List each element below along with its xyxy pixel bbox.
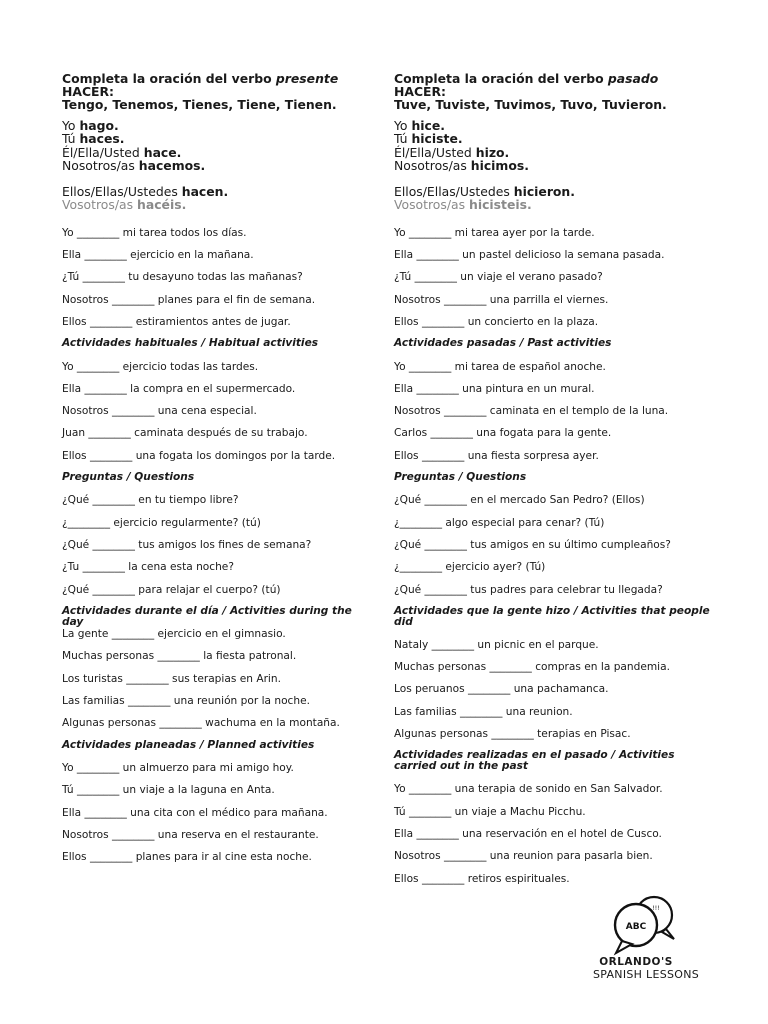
exercise-sentence: Ella ________ una reservación en el hotel de Cusco. [394,827,662,840]
left-column [62,72,372,873]
exercise-sentence: Nosotros ________ planes para el fin de semana. [62,293,316,306]
bubble-text: ABC [625,922,647,932]
right-conjugation-table [394,119,714,212]
exercise-sentence: Yo ________ una terapia de sonido en San Salvador. [394,783,663,796]
right-heading-tense: pasado [607,71,659,86]
conjugation-row [394,198,714,211]
conjugation-row [62,119,372,132]
section-heading: Preguntas / Questions [394,471,527,484]
conjugation-row [394,119,714,132]
exercise-sentence: Nosotros ________ una reserva en el restaurante. [62,828,319,841]
exercise-sentence: Ella ________ una pintura en un mural. [394,382,595,395]
exercise-sentence: Nosotros ________ una parrilla el viernes. [394,293,609,306]
exercise-sentence: Tú ________ un viaje a Machu Picchu. [394,805,586,818]
exercise-sentence: Yo ________ un almuerzo para mi amigo hoy. [62,761,294,774]
verb-form: hacemos. [138,157,206,173]
verb-form: hiciste. [411,131,463,147]
exercise-sentence: Yo ________ ejercicio todas las tardes. [62,360,259,373]
pronoun: Tú [394,131,412,147]
exercise-sentence: Los peruanos ________ una pachamanca. [394,683,609,696]
section-heading: Preguntas / Questions [62,471,195,484]
exercise-sentence: ¿Qué ________ en tu tiempo libre? [62,494,239,507]
conjugation-row [62,159,372,172]
conjugation-row [62,185,372,198]
verb-form: hizo. [475,144,510,160]
exercise-sentence: Ellos ________ un concierto en la plaza. [394,315,599,328]
exercise-sentence: Yo ________ mi tarea todos los días. [62,226,247,239]
right-heading [394,72,714,111]
bubble-dots: !!! [652,905,660,912]
exercise-sentence: Ella ________ ejercicio en la mañana. [62,249,254,262]
exercise-sentence: Juan ________ caminata después de su trabajo. [62,427,308,440]
verb-form: hago. [79,118,119,133]
pronoun: Yo [394,118,412,133]
exercise-sentence: Ella ________ un pastel delicioso la semana pasada. [394,249,665,262]
exercise-sentence: Ellos ________ una fogata los domingos por la tarde. [62,449,336,462]
exercise-sentence: Las familias ________ una reunión por la noche. [62,695,310,708]
exercise-sentence: Carlos ________ una fogata para la gente. [394,427,612,440]
exercise-sentence: Nataly ________ un picnic en el parque. [394,638,599,651]
pronoun: Vosotros/as [394,197,470,213]
exercise-sentence: ¿Tu ________ la cena esta noche? [62,561,234,574]
exercise-sentence: Ella ________ la compra en el supermercado. [62,382,296,395]
pronoun: Ellos/Ellas/Ustedes [394,184,514,200]
pronoun: Yo [62,118,80,133]
exercise-sentence: Ellos ________ retiros espirituales. [394,872,570,885]
section-heading: Actividades realizadas en el pasado / Activities carried out in the past [394,749,675,773]
left-heading-subtitle: Tengo, Tenemos, Tienes, Tiene, Tienen. [62,97,337,112]
pronoun: Nosotros/as [62,157,139,173]
exercise-sentence: Muchas personas ________ la fiesta patronal. [62,650,297,663]
exercise-sentence: ¿________ ejercicio regularmente? (tú) [62,516,261,529]
exercise-sentence: Nosotros ________ caminata en el templo de la luna. [394,405,669,418]
conjugation-row [394,132,714,145]
brand-name: ORLANDO'S [599,956,673,968]
pronoun: Él/Ella/Usted [62,144,144,160]
exercise-sentence: Ellos ________ planes para ir al cine esta noche. [62,851,312,864]
exercise-sentence: Algunas personas ________ wachuma en la montaña. [62,717,340,730]
right-column [394,72,714,895]
exercise-sentence: Ellos ________ una fiesta sorpresa ayer. [394,449,599,462]
conjugation-row [62,132,372,145]
conjugation-row [394,146,714,159]
verb-form: haces. [79,131,125,147]
exercise-sentence: Ella ________ una cita con el médico para mañana. [62,806,328,819]
right-heading-text: Completa la oración del verbo [394,71,608,86]
section-heading: Actividades planeadas / Planned activities [62,738,315,751]
exercise-sentence: Tú ________ un viaje a la laguna en Anta. [62,784,275,797]
left-heading [62,72,372,111]
verb-form: hicieron. [513,184,575,200]
left-heading-verb: HACER: [62,84,115,99]
conjugation-row [62,198,372,211]
pronoun: Tú [62,131,80,147]
exercise-sentence: Yo ________ mi tarea de español anoche. [394,360,606,373]
exercise-sentence: ¿________ algo especial para cenar? (Tú) [394,516,605,529]
pronoun: Él/Ella/Usted [394,144,476,160]
pronoun: Vosotros/as [62,197,138,213]
exercise-sentence: ¿Qué ________ tus padres para celebrar tu llegada? [394,583,663,596]
conjugation-row [62,146,372,159]
exercise-sentence: Las familias ________ una reunion. [394,705,573,718]
left-conjugation-table [62,119,372,212]
exercise-sentence: ¿Qué ________ para relajar el cuerpo? (tú) [62,583,281,596]
exercise-sentence: Ellos ________ estiramientos antes de jugar. [62,315,291,328]
exercise-sentence: La gente ________ ejercicio en el gimnasio. [62,628,286,641]
section-heading: Actividades habituales / Habitual activities [62,337,319,350]
verb-form: hacéis. [137,197,187,213]
right-exercise-list [394,227,714,895]
left-exercise-list [62,227,372,874]
exercise-sentence: Algunas personas ________ terapias en Pisac. [394,728,631,741]
left-heading-text: Completa la oración del verbo [62,71,276,86]
section-heading: Actividades pasadas / Past activities [394,337,612,350]
pronoun: Nosotros/as [394,157,471,173]
exercise-sentence: Yo ________ mi tarea ayer por la tarde. [394,226,595,239]
exercise-sentence: ¿Qué ________ en el mercado San Pedro? (Ellos) [394,494,645,507]
left-heading-tense: presente [275,71,339,86]
exercise-sentence: ¿________ ejercicio ayer? (Tú) [394,561,546,574]
exercise-sentence: Nosotros ________ una cena especial. [62,405,257,418]
verb-form: hicisteis. [469,197,532,213]
section-heading: Actividades durante el día / Activities during the day [62,604,352,628]
conjugation-row [394,159,714,172]
verb-form: hacen. [181,184,229,200]
exercise-sentence: Los turistas ________ sus terapias en Arin. [62,672,281,685]
exercise-sentence: Nosotros ________ una reunion para pasarla bien. [394,850,653,863]
section-heading: Actividades que la gente hizo / Activities that people did [394,604,710,628]
exercise-sentence: ¿Tú ________ tu desayuno todas las mañanas? [62,271,303,284]
orlandos-logo [586,893,716,979]
pronoun: Ellos/Ellas/Ustedes [62,184,182,200]
exercise-sentence: Muchas personas ________ compras en la pandemia. [394,661,670,674]
verb-form: hace. [143,144,182,160]
right-heading-subtitle: Tuve, Tuviste, Tuvimos, Tuvo, Tuvieron. [394,97,667,112]
conjugation-row [394,185,714,198]
exercise-sentence: ¿Qué ________ tus amigos los fines de semana? [62,538,312,551]
exercise-sentence: ¿Tú ________ un viaje el verano pasado? [394,271,603,284]
verb-form: hicimos. [470,157,529,173]
right-heading-verb: HACER: [394,84,447,99]
verb-form: hice. [411,118,445,133]
speech-bubbles-icon [586,893,686,957]
brand-tagline: SPANISH LESSONS [592,968,700,981]
exercise-sentence: ¿Qué ________ tus amigos en su último cumpleaños? [394,538,671,551]
